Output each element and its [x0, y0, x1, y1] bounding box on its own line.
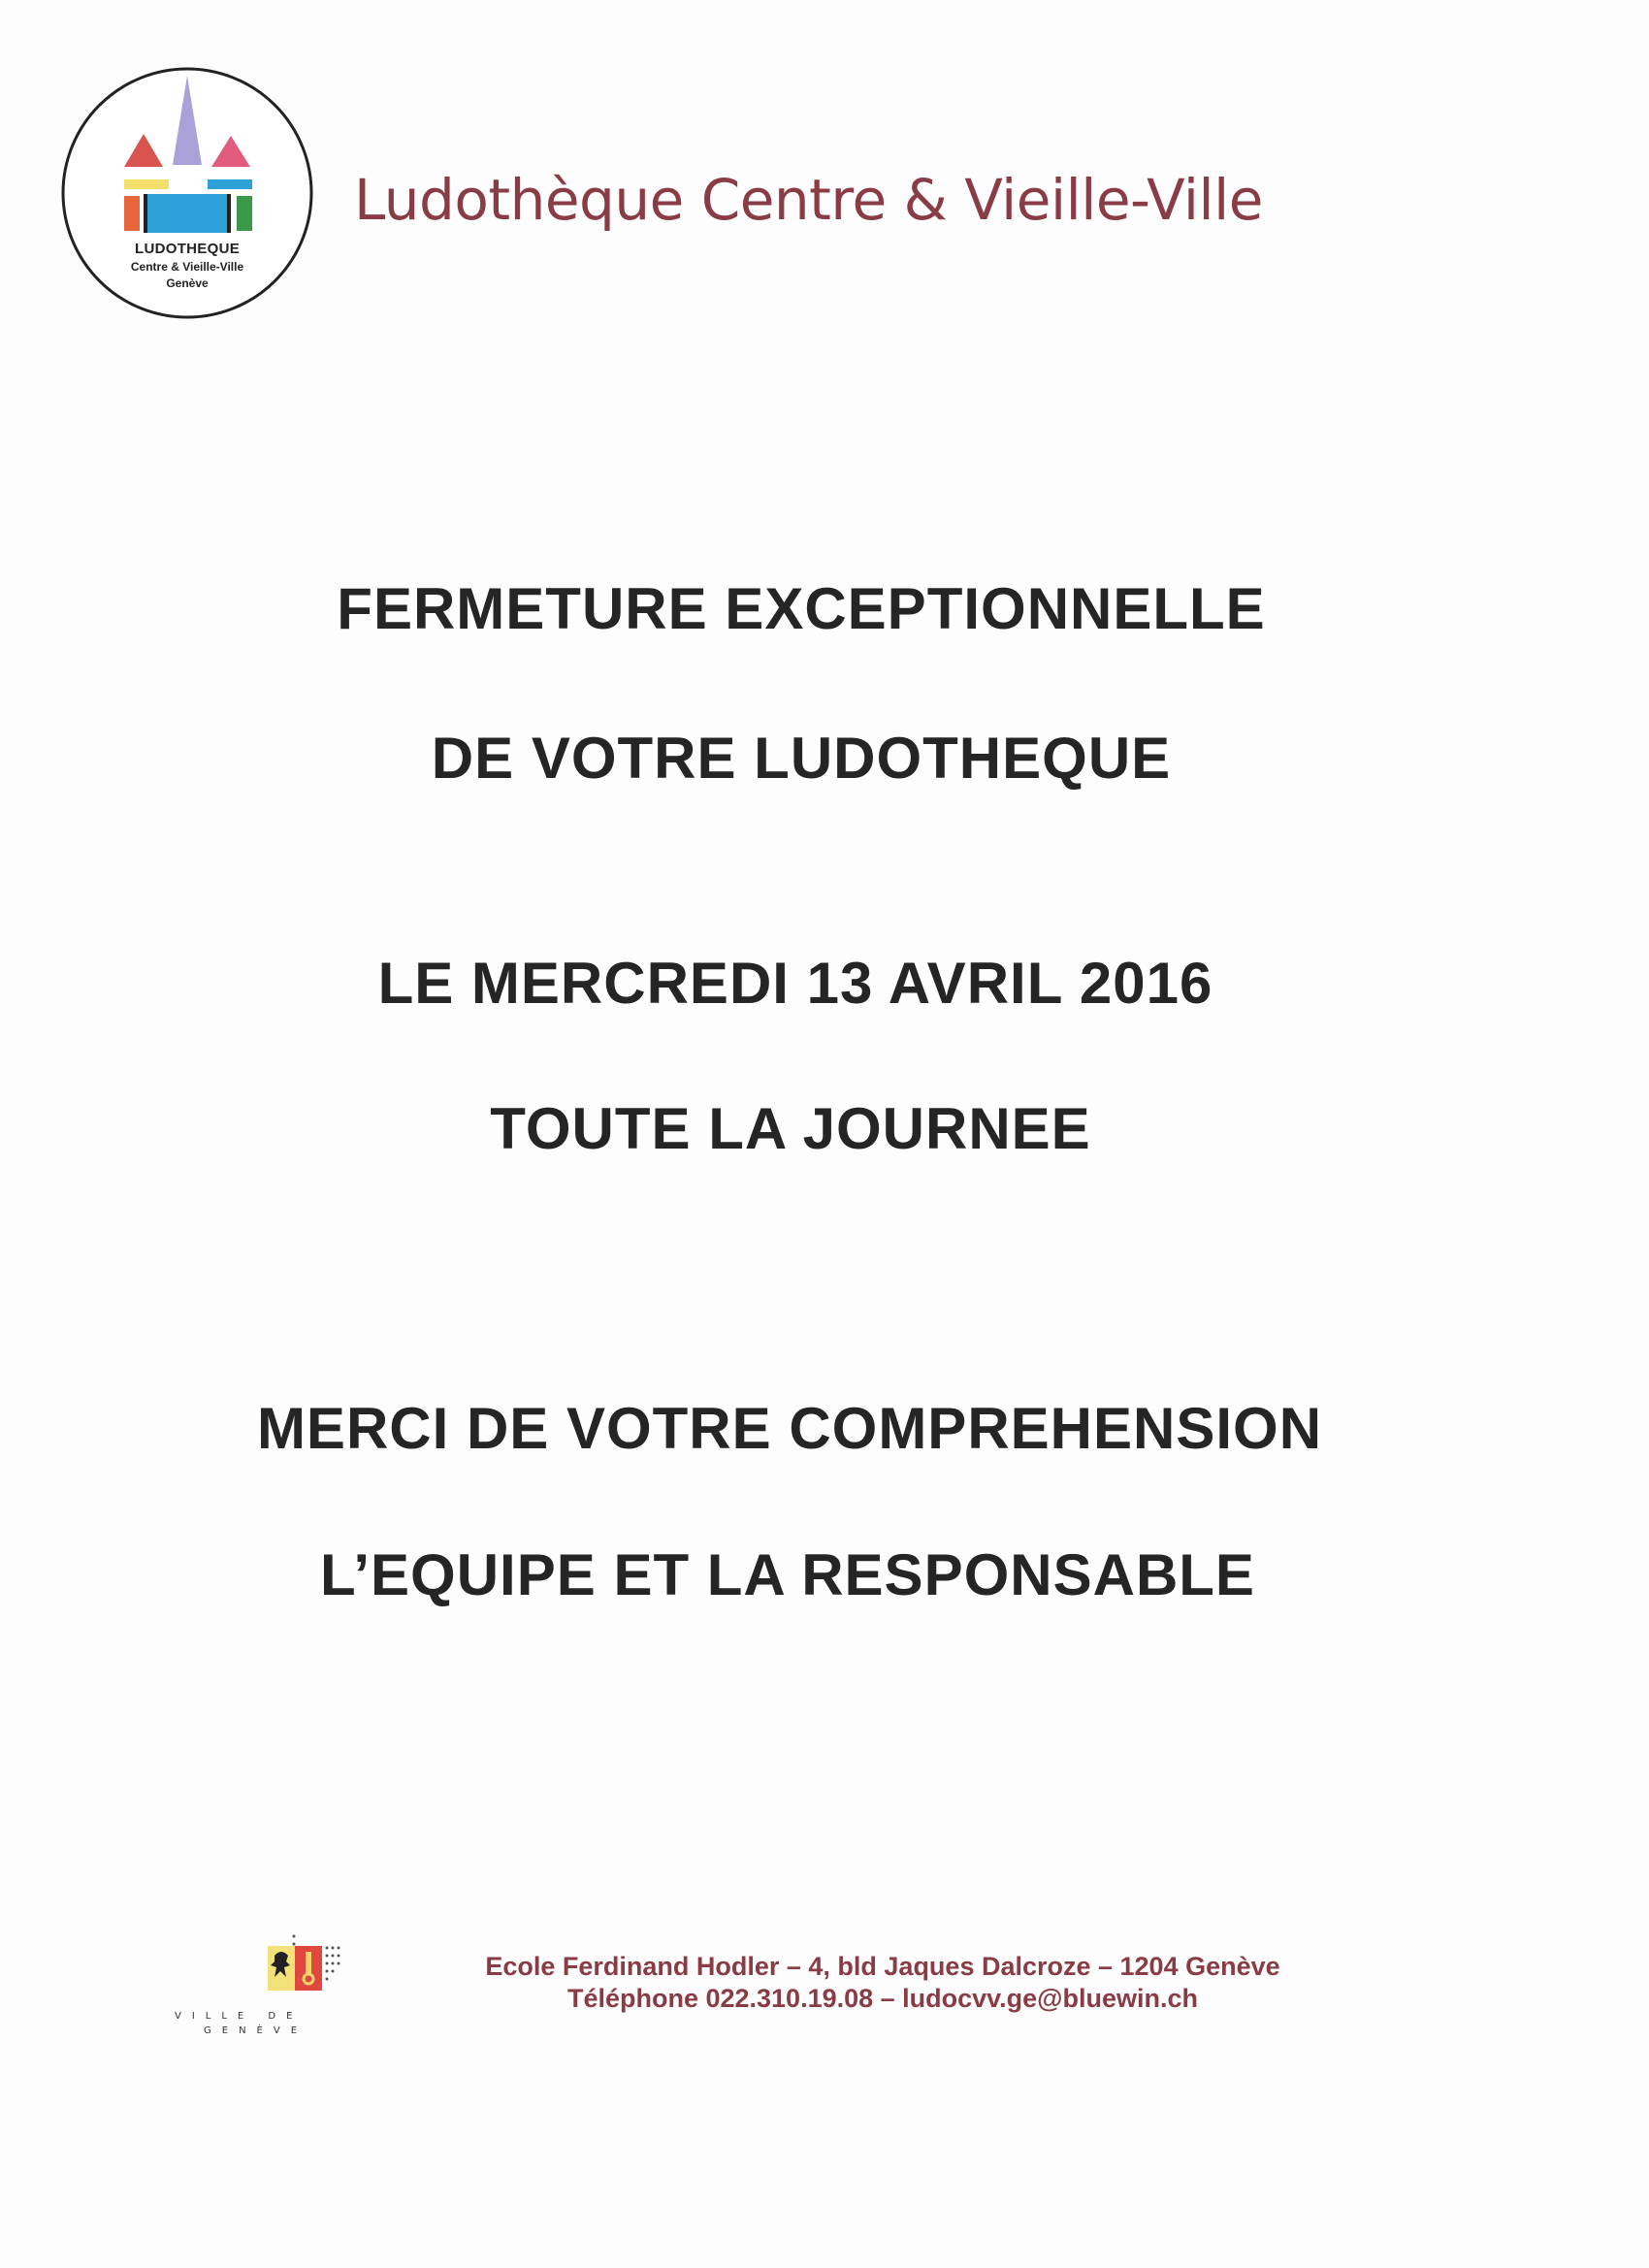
geneve-emblem-icon: [170, 1930, 373, 2008]
notice-line-5: MERCI DE VOTRE COMPREHENSION: [256, 1396, 1323, 1461]
header-title: Ludothèque Centre & Vieille-Ville: [354, 167, 1263, 233]
footer-contact: Téléphone 022.310.19.08 – ludocvv.ge@bluewin.ch: [566, 1984, 1199, 2013]
logo-line-1: LUDOTHEQUE: [135, 241, 240, 257]
logo-line-3: Genève: [166, 276, 209, 290]
notice-line-2: DE VOTRE LUDOTHEQUE: [431, 726, 1172, 791]
notice-line-4: TOUTE LA JOURNEE: [490, 1096, 1091, 1161]
notice-line-3: LE MERCREDI 13 AVRIL 2016: [377, 951, 1213, 1016]
logo-line-2: Centre & Vieille-Ville: [130, 260, 244, 274]
notice-line-1: FERMETURE EXCEPTIONNELLE: [337, 576, 1266, 641]
ludotheque-logo: [58, 66, 316, 320]
geneve-logo-line-2: GENÈVE: [204, 2025, 308, 2036]
footer-address: Ecole Ferdinand Hodler – 4, bld Jaques Dalcroze – 1204 Genève: [485, 1952, 1280, 1981]
geneve-logo-line-1: VILLE DE: [175, 2011, 304, 2022]
notice-line-6: L’EQUIPE ET LA RESPONSABLE: [320, 1542, 1255, 1607]
